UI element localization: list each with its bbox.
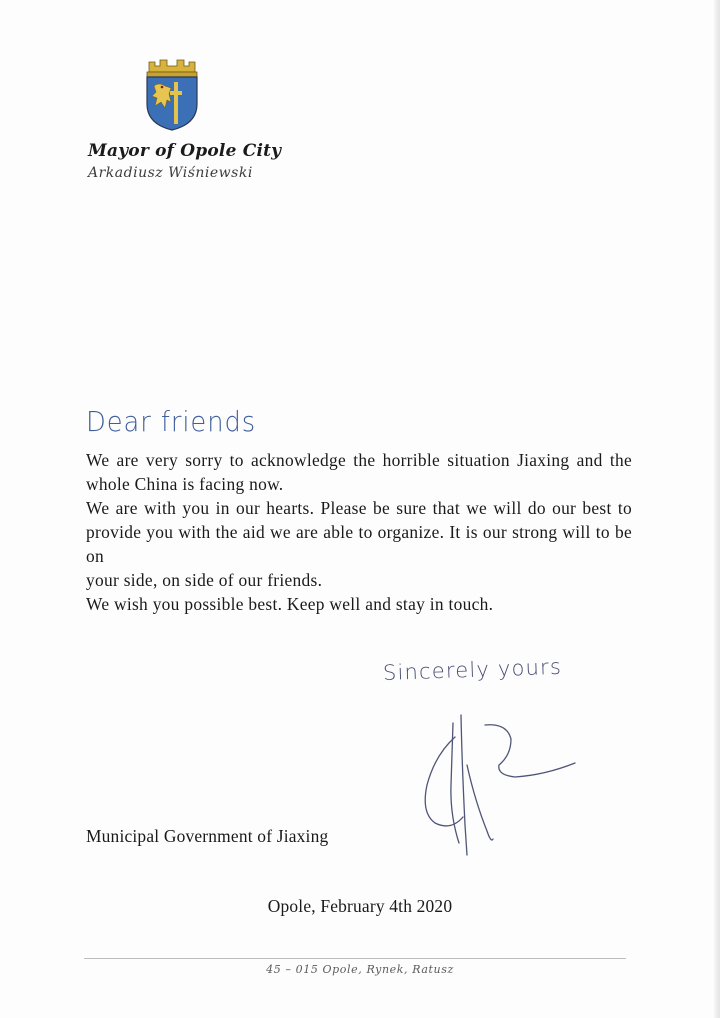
body-line: We wish you possible best. Keep well and stay in touch.: [86, 594, 494, 614]
closing: Sincerely yours: [382, 654, 563, 685]
place-date: Opole, February 4th 2020: [267, 896, 453, 916]
salutation: Dear friends: [86, 405, 257, 438]
coat-of-arms-icon: [143, 58, 201, 132]
body-line: We are very sorry to acknowledge the horrible situation Jiaxing and the: [86, 450, 632, 470]
body-line: whole China is facing now.: [86, 474, 284, 494]
body-line: provide you with the aid we are able to organize. It is our strong will to be on: [86, 522, 632, 566]
letter-body: [86, 448, 632, 616]
letterhead-title: Mayor of Opole City: [88, 141, 282, 161]
page-edge-shadow: [714, 0, 720, 1018]
recipient: Municipal Government of Jiaxing: [86, 826, 329, 846]
body-line: We are with you in our hearts. Please be sure that we will do our best to: [86, 498, 632, 518]
footer-address: 45 – 015 Opole, Rynek, Ratusz: [266, 963, 454, 976]
body-line: your side, on side of our friends.: [86, 570, 323, 590]
letterhead-name: Arkadiusz Wiśniewski: [88, 165, 253, 181]
signature-icon: [415, 705, 595, 865]
footer-divider: [84, 958, 626, 959]
